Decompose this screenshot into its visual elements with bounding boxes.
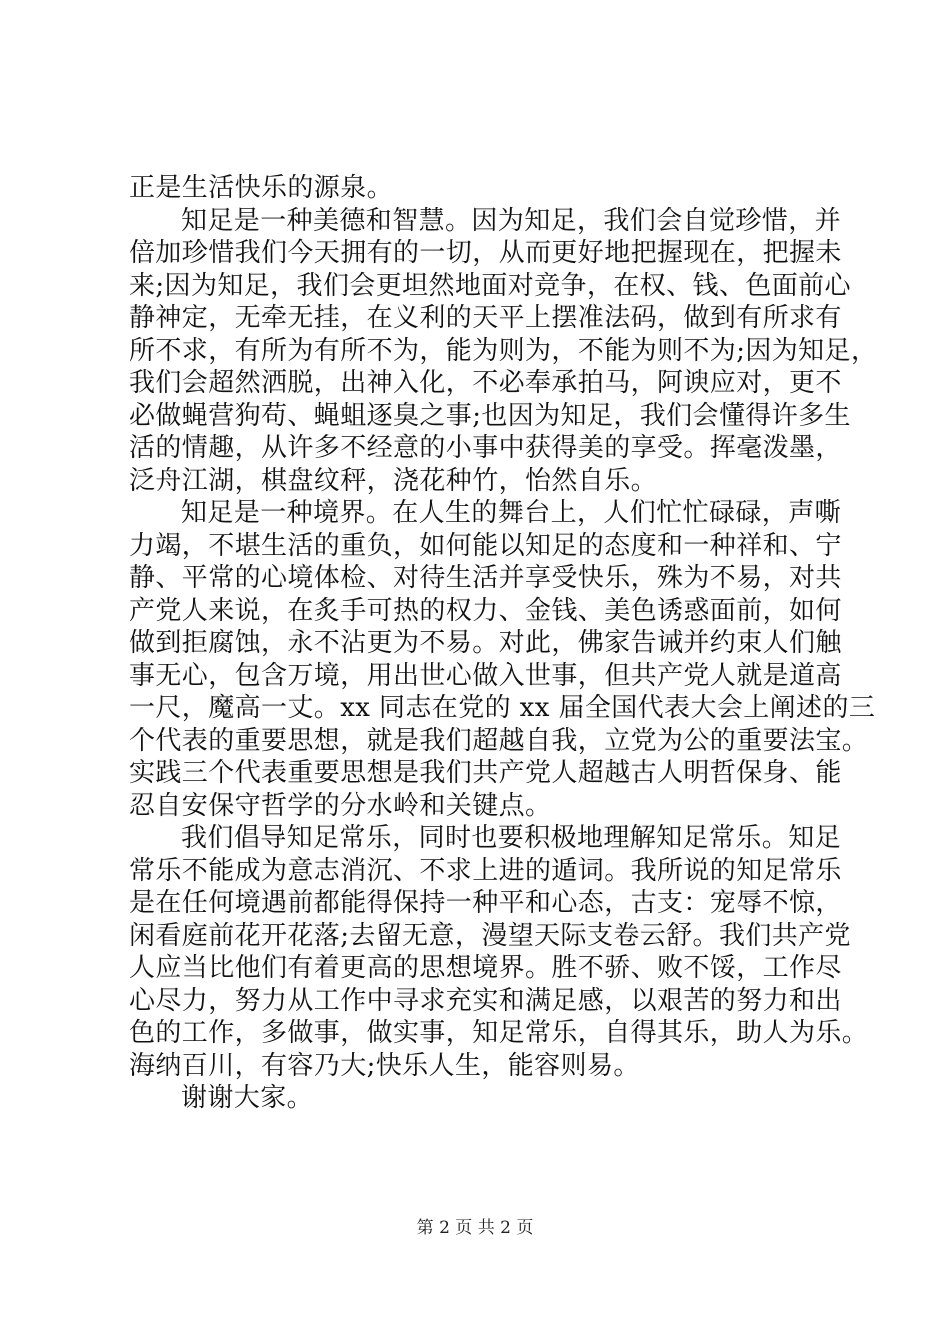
text-line: 实践三个代表重要思想是我们共产党人超越古人明哲保身、能 xyxy=(129,758,842,788)
text-line: 我们会超然洒脱，出神入化，不必奉承拍马，阿谀应对，更不 xyxy=(129,368,842,398)
text-line: 泛舟江湖，棋盘纹秤，浇花种竹，怡然自乐。 xyxy=(129,465,658,496)
text-line: 色的工作，多做事，做实事，知足常乐，自得其乐，助人为乐。 xyxy=(129,1018,869,1048)
text-line: 知足是一种境界。在人生的舞台上，人们忙忙碌碌，声嘶 xyxy=(181,498,842,528)
text-line: 谢谢大家。 xyxy=(181,1083,314,1113)
text-line: 产党人来说，在炙手可热的权力、金钱、美色诱惑面前，如何 xyxy=(129,595,842,626)
paragraph-lines xyxy=(129,172,878,1115)
text-line: 一尺，魔高一丈。xx 同志在党的 xx 届全国代表大会上阐述的三 xyxy=(129,693,876,723)
text-line: 活的情趣，从许多不经意的小事中获得美的享受。挥毫泼墨， xyxy=(129,433,842,463)
text-line: 所不求，有所为有所不为，能为则为，不能为则不为;因为知足， xyxy=(129,335,878,366)
text-line: 必做蝇营狗苟、蝇蛆逐臭之事;也因为知足，我们会懂得许多生 xyxy=(129,400,851,431)
text-line: 心尽力，努力从工作中寻求充实和满足感，以艰苦的努力和出 xyxy=(129,985,842,1016)
text-line: 人应当比他们有着更高的思想境界。胜不骄、败不馁，工作尽 xyxy=(129,953,842,983)
document-body xyxy=(129,172,878,1115)
text-line: 我们倡导知足常乐，同时也要积极地理解知足常乐。知足 xyxy=(181,823,842,853)
text-line: 倍加珍惜我们今天拥有的一切，从而更好地把握现在，把握未 xyxy=(129,238,842,268)
text-line: 是在任何境遇前都能得保持一种平和心态，古支：宠辱不惊， xyxy=(129,888,842,918)
text-line: 静神定，无牵无挂，在义利的天平上摆准法码，做到有所求有 xyxy=(129,303,842,333)
text-line: 常乐不能成为意志消沉、不求上进的遁词。我所说的知足常乐 xyxy=(129,855,842,886)
text-line: 海纳百川，有容乃大;快乐人生，能容则易。 xyxy=(129,1050,640,1081)
text-line: 正是生活快乐的源泉。 xyxy=(129,173,394,203)
text-line: 个代表的重要思想，就是我们超越自我，立党为公的重要法宝。 xyxy=(129,725,869,756)
text-line: 力竭，不堪生活的重负，如何能以知足的态度和一种祥和、宁 xyxy=(129,530,842,561)
text-line: 忍自安保守哲学的分水岭和关键点。 xyxy=(129,790,552,821)
text-line: 闲看庭前花开花落;去留无意，漫望天际支卷云舒。我们共产党 xyxy=(129,920,851,951)
text-line: 来;因为知足，我们会更坦然地面对竞争，在权、钱、色面前心 xyxy=(129,270,851,301)
text-line: 知足是一种美德和智慧。因为知足，我们会自觉珍惜，并 xyxy=(181,205,842,236)
text-line: 事无心，包含万境，用出世心做入世事，但共产党人就是道高 xyxy=(129,660,842,691)
text-line: 静、平常的心境体检、对待生活并享受快乐，殊为不易，对共 xyxy=(129,563,842,593)
text-line: 做到拒腐蚀，永不沾更为不易。对此，佛家告诫并约束人们触 xyxy=(129,628,842,658)
page-number-footer: 第 2 页 共 2 页 xyxy=(416,1218,534,1238)
